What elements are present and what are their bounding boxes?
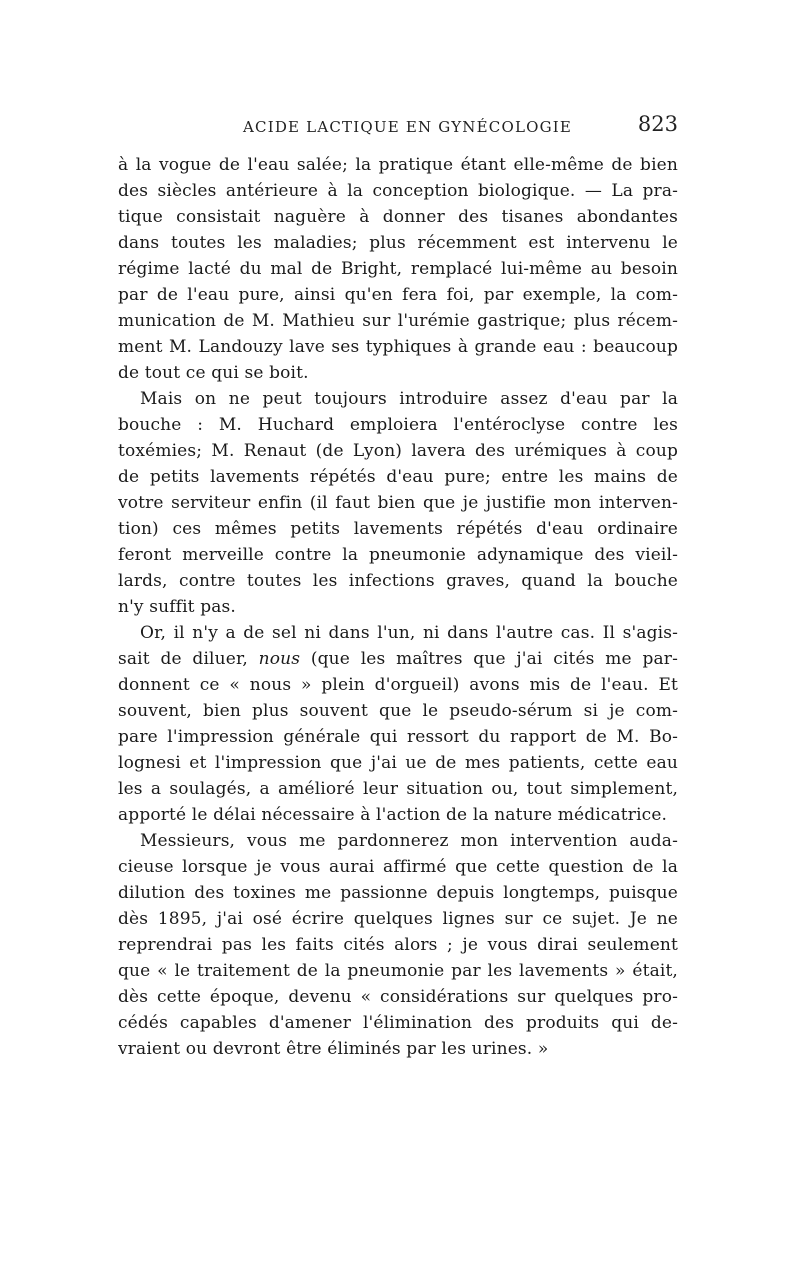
page-number: 823 xyxy=(637,112,678,136)
text-line: lognesi et l'impression que j'ai ue de mes patients, cette eau xyxy=(118,753,678,773)
text-line: pare l'impression générale qui ressort du rapport de M. Bo- xyxy=(118,727,678,747)
text-line: munication de M. Mathieu sur l'urémie gastrique; plus récem- xyxy=(118,311,678,331)
paragraph-3 xyxy=(118,620,678,828)
text-line: que « le traitement de la pneumonie par les lavements » était, xyxy=(118,961,678,981)
text-line: de tout ce qui se boit. xyxy=(118,363,309,383)
text-run: sait de diluer, xyxy=(118,649,248,669)
text-line: donnent ce « nous » plein d'orgueil) avons mis de l'eau. Et xyxy=(118,675,678,695)
text-line: toxémies; M. Renaut (de Lyon) lavera des urémiques à coup xyxy=(118,441,678,461)
text-line: tion) ces mêmes petits lavements répétés d'eau ordinaire xyxy=(118,519,678,539)
text-run: (que les maîtres que j'ai cités me par- xyxy=(310,649,678,669)
text-line: cieuse lorsque je vous aurai affirmé que cette question de la xyxy=(118,857,678,877)
text-line: Mais on ne peut toujours introduire assez d'eau par la xyxy=(140,389,678,409)
text-line: régime lacté du mal de Bright, remplacé lui-même au besoin xyxy=(118,259,678,279)
italic-word: nous xyxy=(258,649,301,669)
running-title: ACIDE LACTIQUE EN GYNÉCOLOGIE xyxy=(243,118,573,136)
text-line: de petits lavements répétés d'eau pure; entre les mains de xyxy=(118,467,678,487)
text-line: n'y suffit pas. xyxy=(118,597,236,617)
text-line: votre serviteur enfin (il faut bien que je justifie mon interven- xyxy=(118,493,678,513)
text-line: dès 1895, j'ai osé écrire quelques lignes sur ce sujet. Je ne xyxy=(118,909,678,929)
running-header xyxy=(118,110,678,146)
text-line: lards, contre toutes les infections graves, quand la bouche xyxy=(118,571,678,591)
paragraph-4 xyxy=(118,828,678,1062)
paragraph-2 xyxy=(118,386,678,620)
text-line: dans toutes les maladies; plus récemment est intervenu le xyxy=(118,233,678,253)
text-line xyxy=(118,646,678,672)
text-line: cédés capables d'amener l'élimination des produits qui de- xyxy=(118,1013,678,1033)
text-line: à la vogue de l'eau salée; la pratique étant elle-même de bien xyxy=(118,155,678,175)
text-line: Messieurs, vous me pardonnerez mon intervention auda- xyxy=(140,831,678,851)
text-line: bouche : M. Huchard emploiera l'entéroclyse contre les xyxy=(118,415,678,435)
paragraph-1 xyxy=(118,152,678,386)
text-line: apporté le délai nécessaire à l'action de la nature médicatrice. xyxy=(118,805,668,825)
text-line: les a soulagés, a amélioré leur situation ou, tout simplement, xyxy=(118,779,678,799)
text-line: ment M. Landouzy lave ses typhiques à grande eau : beaucoup xyxy=(118,337,678,357)
text-line: tique consistait naguère à donner des tisanes abondantes xyxy=(118,207,678,227)
text-line: reprendrai pas les faits cités alors ; je vous dirai seulement xyxy=(118,935,678,955)
text-line: dilution des toxines me passionne depuis longtemps, puisque xyxy=(118,883,678,903)
text-line: des siècles antérieure à la conception biologique. — La pra- xyxy=(118,181,678,201)
text-line: par de l'eau pure, ainsi qu'en fera foi, par exemple, la com- xyxy=(118,285,678,305)
text-line: feront merveille contre la pneumonie adynamique des vieil- xyxy=(118,545,678,565)
text-line: souvent, bien plus souvent que le pseudo-sérum si je com- xyxy=(118,701,678,721)
text-line: Or, il n'y a de sel ni dans l'un, ni dans l'autre cas. Il s'agis- xyxy=(140,623,678,643)
text-line: dès cette époque, devenu « considérations sur quelques pro- xyxy=(118,987,678,1007)
body-text xyxy=(118,152,678,1062)
text-line: vraient ou devront être éliminés par les urines. » xyxy=(118,1039,549,1059)
